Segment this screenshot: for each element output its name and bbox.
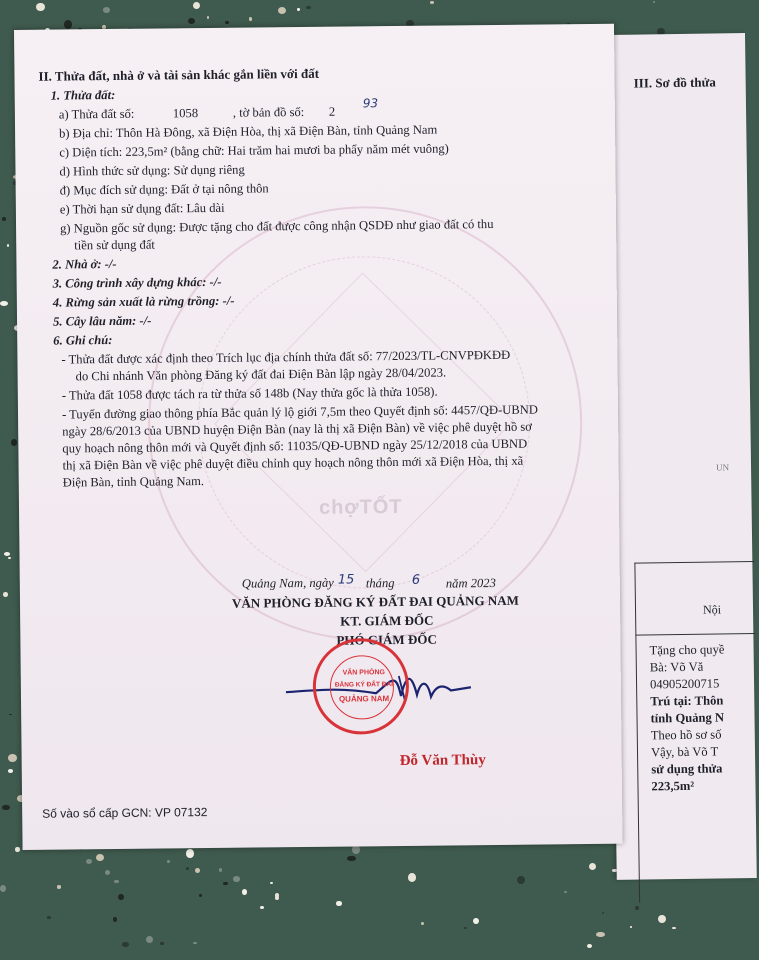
right-line: 04905200715: [649, 676, 720, 692]
table-border-top: [634, 561, 754, 564]
date-day: 15: [337, 572, 355, 588]
floor-speck: [0, 301, 8, 306]
right-line: tỉnh Quảng N: [650, 710, 725, 726]
construction-line: 3. Công trình xây dựng khác: -/-: [52, 274, 222, 291]
floor-speck: [602, 912, 605, 914]
note-line: thị xã Điện Bàn về việc phê duyệt điều chỉnh quy hoạch nông thôn mới xã Điện Hòa, thị xã: [62, 453, 524, 473]
floor-speck: [270, 882, 273, 884]
floor-speck: [297, 8, 300, 10]
right-col-header: Nội: [702, 602, 722, 617]
floor-speck: [64, 20, 72, 29]
right-page: [605, 33, 757, 880]
date-month: 6: [411, 572, 421, 588]
floor-speck: [589, 863, 597, 870]
floor-speck: [113, 917, 117, 922]
note-line: do Chi nhánh Văn phòng Đăng ký đất đai Điện Bàn lập ngày 28/04/2023.: [75, 365, 447, 384]
floor-speck: [7, 244, 9, 247]
floor-speck: [275, 896, 279, 900]
floor-speck: [408, 873, 416, 881]
floor-speck: [207, 16, 209, 18]
floor-speck: [186, 849, 194, 858]
floor-speck: [223, 882, 228, 886]
floor-speck: [11, 439, 17, 446]
right-line: Vậy, bà Võ T: [650, 744, 719, 760]
floor-speck: [278, 7, 286, 14]
floor-speck: [233, 876, 240, 881]
floor-speck: [103, 7, 111, 13]
use-form-line: d) Hình thức sử dụng: Sử dụng riêng: [59, 162, 245, 179]
floor-speck: [47, 916, 51, 919]
floor-speck: [195, 868, 200, 873]
floor-speck: [36, 3, 45, 11]
table-border-mid: [635, 633, 755, 636]
register-number: Số vào sổ cấp GCN: VP 07132: [42, 805, 208, 821]
floor-speck: [630, 926, 633, 928]
floor-speck: [596, 932, 605, 937]
floor-speck: [336, 901, 341, 906]
floor-speck: [421, 922, 424, 925]
handwritten-map-note: 93: [362, 96, 379, 111]
forest-line: 4. Rừng sản xuất là rừng trồng: -/-: [52, 293, 235, 310]
floor-speck: [587, 944, 592, 948]
floor-speck: [167, 860, 170, 864]
seal-line-1: VĂN PHÒNG: [342, 669, 385, 677]
floor-speck: [8, 557, 11, 559]
date-prefix: Quảng Nam, ngày: [241, 575, 334, 591]
floor-speck: [105, 870, 111, 875]
floor-speck: [2, 805, 10, 811]
address-line: b) Địa chỉ: Thôn Hà Đông, xã Điện Hòa, thị xã Điện Bàn, tỉnh Quảng Nam: [59, 122, 438, 141]
land-heading: 1. Thửa đất:: [50, 87, 116, 103]
term-line: e) Thời hạn sử dụng đất: Lâu dài: [59, 200, 225, 217]
note-line: - Thửa đất 1058 được tách ra từ thửa số 148b (Nay thửa gốc là thửa 1058).: [61, 384, 438, 403]
floor-speck: [225, 21, 228, 24]
floor-speck: [347, 856, 356, 862]
floor-speck: [114, 880, 118, 884]
signer-name: Đỗ Văn Thùy: [399, 752, 486, 770]
origin-line-2: tiền sử dụng đất: [74, 237, 155, 253]
map-number: 2: [328, 104, 336, 119]
floor-speck: [517, 876, 525, 884]
floor-speck: [199, 894, 202, 896]
floor-speck: [8, 769, 13, 773]
floor-speck: [249, 17, 252, 20]
floor-speck: [635, 906, 639, 910]
floor-speck: [564, 891, 567, 893]
floor-speck: [15, 847, 19, 851]
floor-speck: [146, 936, 153, 943]
note-line: ngày 28/6/2013 của UBND huyện Điện Bàn (nay là thị xã Điện Bàn) về việc phê duyệt hồ sơ: [62, 419, 532, 439]
right-page-side-mark: UN: [715, 462, 730, 473]
floor-speck: [122, 942, 129, 947]
floor-speck: [118, 894, 124, 900]
floor-speck: [306, 6, 310, 9]
right-line: Tặng cho quyề: [649, 642, 725, 658]
note-line: quy hoạch nông thôn mới và Quyết định số: 11035/QĐ-UBND ngày 25/12/2018 của UBND: [62, 436, 528, 456]
right-line: 223,5m²: [651, 778, 695, 794]
month-label: tháng: [365, 576, 395, 591]
right-page-title: III. Sơ đồ thửa: [633, 74, 716, 91]
certificate-page: [14, 24, 623, 850]
map-label: , tờ bản đồ số:: [232, 104, 305, 120]
floor-speck: [242, 889, 247, 894]
official-seal: [312, 638, 409, 735]
table-border-left: [634, 563, 640, 903]
floor-speck: [4, 552, 11, 556]
right-line: Theo hồ sơ số: [650, 727, 722, 743]
floor-speck: [186, 867, 190, 870]
floor-speck: [473, 918, 479, 924]
floor-speck: [188, 18, 195, 24]
floor-speck: [9, 714, 12, 716]
chotot-watermark: chợTỐT: [318, 495, 403, 519]
floor-speck: [96, 854, 104, 861]
floor-speck: [2, 217, 6, 221]
house-line: 2. Nhà ở: -/-: [52, 256, 117, 272]
floor-speck: [260, 906, 264, 909]
floor-speck: [219, 868, 223, 872]
right-line: sử dụng thửa: [651, 761, 723, 777]
floor-speck: [86, 859, 92, 864]
section-title: II. Thửa đất, nhà ở và tài sản khác gắn liền với đất: [38, 65, 320, 84]
origin-line-1: g) Nguồn gốc sử dụng: Được tặng cho đất được công nhận QSDĐ như giao đất có thu: [60, 216, 494, 236]
floor-speck: [464, 927, 467, 930]
area-line: c) Diện tích: 223,5m² (bằng chữ: Hai trăm hai mươi ba phẩy năm mét vuông): [59, 141, 449, 160]
floor-speck: [658, 915, 666, 923]
note-line: - Tuyến đường giao thông phía Bắc quản lý lộ giới 7,5m theo Quyết định số: 4457/QĐ-UBND: [61, 402, 539, 422]
seal-line-3: QUẢNG NAM: [338, 694, 390, 704]
floor-speck: [193, 942, 197, 944]
kt-director: KT. GIÁM ĐỐC: [340, 612, 434, 629]
floor-speck: [430, 1, 434, 4]
deputy-director: PHÓ GIÁM ĐỐC: [336, 631, 437, 648]
floor-speck: [193, 2, 200, 10]
seal-line-2: ĐĂNG KÝ ĐẤT ĐAI: [334, 681, 393, 689]
note-line: Điện Bàn, tỉnh Quảng Nam.: [62, 474, 205, 490]
floor-speck: [3, 592, 8, 597]
floor-speck: [57, 885, 61, 889]
floor-speck: [8, 754, 16, 762]
notes-heading: 6. Ghi chú:: [53, 332, 113, 348]
parcel-number: 1058: [172, 106, 199, 121]
floor-speck: [653, 1, 655, 3]
right-line: Trú tại: Thôn: [650, 693, 724, 709]
year-label: năm 2023: [445, 575, 496, 591]
trees-line: 5. Cây lâu năm: -/-: [52, 313, 152, 329]
note-line: - Thửa đất được xác định theo Trích lục địa chính thửa đất số: 77/2023/TL-CNVPĐKĐĐ: [61, 347, 511, 367]
floor-speck: [160, 942, 164, 946]
right-line: Bà: Võ Vă: [649, 659, 704, 675]
floor-speck: [672, 927, 675, 929]
floor-speck: [0, 885, 6, 892]
purpose-line: đ) Mục đích sử dụng: Đất ở tại nông thôn: [59, 181, 269, 198]
parcel-label: a) Thửa đất số:: [58, 106, 135, 122]
office-name: VĂN PHÒNG ĐĂNG KÝ ĐẤT ĐAI QUẢNG NAM: [231, 592, 519, 611]
